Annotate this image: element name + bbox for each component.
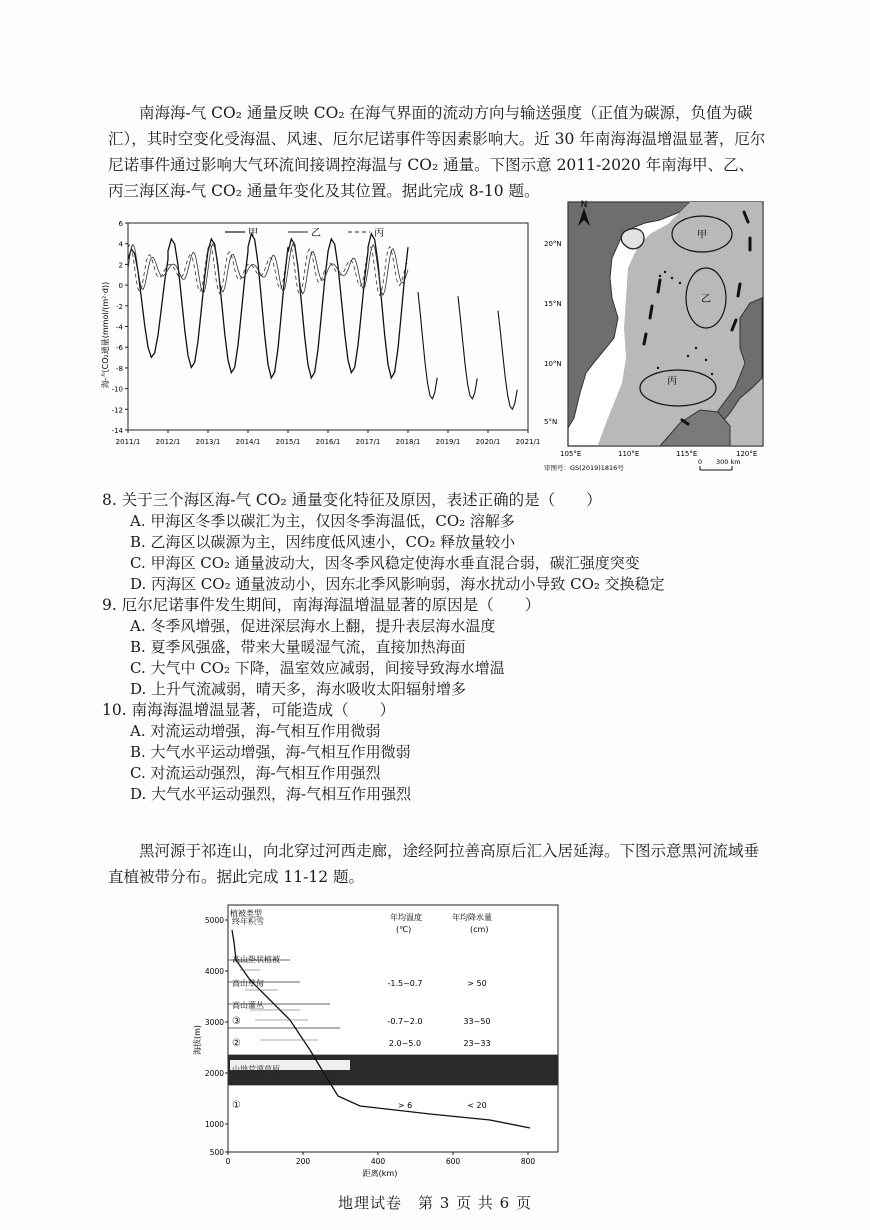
lon-label-115: 115°E [676, 450, 698, 458]
y-tick-label: -12 [111, 406, 123, 415]
y-tick-label: -14 [111, 427, 123, 435]
y-tick-label: 4000 [204, 967, 224, 976]
question-10-option-b[interactable]: B. 大气水平运动增强，海-气相互作用微弱 [130, 743, 411, 761]
y-tick-label: 2 [118, 261, 123, 270]
lat-label-10: 10°N [544, 360, 562, 368]
x-tick-label: 2017/1 [355, 438, 381, 446]
legend-bing: 丙 [374, 228, 384, 239]
x-tick-label: 2016/1 [315, 438, 341, 446]
chart-ylabel: 海-气CO₂通量(mmol/(m²·d)) [101, 281, 110, 389]
zone-row-label: 山地荒漠草原 [232, 1065, 280, 1074]
y-tick-label: 2000 [204, 1069, 224, 1078]
legend-jia: 甲 [248, 228, 258, 239]
scale-zero: 0 [698, 458, 703, 466]
x-tick-label: 600 [445, 1157, 461, 1166]
x-tick-label: 400 [370, 1157, 386, 1166]
x-tick-label: 2012/1 [155, 438, 181, 446]
chart-legend [225, 227, 384, 239]
lon-label-105: 105°E [560, 450, 582, 458]
x-tick-label: 2020/1 [475, 438, 501, 446]
series-jia-fragment [458, 296, 477, 399]
zone-row-label: 高山草甸 [232, 979, 264, 988]
chart2-xlabel: 距离(km) [362, 1169, 398, 1178]
x-tick-label: 2019/1 [435, 438, 461, 446]
x-tick-label: 200 [295, 1157, 311, 1166]
question-10-option-a[interactable]: A. 对流运动增强，海-气相互作用微弱 [130, 722, 381, 740]
series-jia-fragment [418, 292, 437, 399]
zone-row-rain: > 50 [467, 979, 487, 988]
y-tick-label: -2 [116, 302, 123, 311]
zone-row-rain: < 20 [467, 1101, 487, 1110]
scale-max: 300 km [716, 458, 741, 466]
lon-label-120: 120°E [736, 450, 758, 458]
header-rain-unit: (cm) [470, 925, 489, 934]
y-tick-label: -8 [116, 364, 123, 373]
y-tick-label: -10 [111, 385, 123, 394]
zone-row-temp: -1.5~0.7 [387, 979, 423, 988]
zone-row-temp: > 6 [397, 1101, 413, 1110]
series-jia-line [128, 234, 408, 378]
question-8-option-a[interactable]: A. 甲海区冬季以碳汇为主，仅因冬季海温低，CO₂ 溶解多 [130, 512, 515, 530]
question-9-option-b[interactable]: B. 夏季风强盛，带来大量暖湿气流，直接加热海面 [130, 638, 466, 656]
y-tick-label: 6 [118, 220, 123, 228]
x-tick-label: 2011/1 [115, 438, 141, 446]
y-tick-label: 5000 [204, 916, 224, 925]
question-10-option-c[interactable]: C. 对流运动强烈，海-气相互作用强烈 [130, 764, 381, 782]
header-rain: 年均降水量 [452, 913, 492, 922]
y-tick-label: 4 [118, 240, 123, 249]
lon-label-110: 110°E [618, 450, 640, 458]
vegetation-zone-chart [190, 900, 570, 1180]
x-tick-label: 2014/1 [235, 438, 261, 446]
x-tick-label: 2013/1 [195, 438, 221, 446]
x-tick-label: 2021/1 [515, 438, 540, 446]
zone-row-label: ③ [232, 1016, 241, 1027]
question-8-option-d[interactable]: D. 丙海区 CO₂ 通量波动小，因东北季风影响弱，海水扰动小导致 CO₂ 交换稳定 [130, 575, 665, 593]
zone-row-label: 高山灌丛 [232, 1001, 264, 1010]
hainan-island [621, 229, 644, 249]
lat-label-15: 15°N [544, 300, 562, 308]
zone-row-label: ① [232, 1100, 241, 1111]
zone-row-rain: 23~33 [463, 1039, 491, 1048]
y-tick-label: 500 [209, 1148, 224, 1157]
zone-bing-label: 丙 [667, 376, 677, 387]
zone-row-label: ② [232, 1038, 241, 1049]
y-tick-label: -4 [116, 323, 123, 332]
y-tick-label: -6 [116, 344, 123, 353]
question-8-stem: 8. 关于三个海区海-气 CO₂ 通量变化特征及原因，表述正确的是（ ） [102, 491, 602, 509]
question-8-option-b[interactable]: B. 乙海区以碳源为主，因纬度低风速小，CO₂ 释放量较小 [130, 533, 516, 551]
legend-yi: 乙 [311, 228, 321, 239]
intro-paragraph-2: 黑河源于祁连山，向北穿过河西走廊，途经阿拉善高原后汇入居延海。下图示意黑河流域垂直植被带分布。据此完成 11-12 题。 [108, 842, 760, 886]
series-jia-fragment [498, 311, 517, 410]
zone-row-label: 终年积雪 [232, 917, 264, 926]
header-temp: 年均温度 [390, 913, 422, 922]
question-9-option-a[interactable]: A. 冬季风增强，促进深层海水上翻，提升表层海水温度 [130, 617, 496, 635]
scale-bar [698, 458, 741, 470]
question-10-stem: 10. 南海海温增温显著，可能造成（ ） [102, 701, 396, 719]
north-label: N [580, 200, 588, 210]
lat-label-5: 5°N [544, 418, 558, 426]
zone-jia-label: 甲 [697, 230, 707, 241]
zone-yi-label: 乙 [701, 294, 711, 305]
chart2-ylabel: 海拔(m) [193, 1024, 202, 1056]
question-9-option-d[interactable]: D. 上升气流减弱，晴天多，海水吸收太阳辐射增多 [130, 680, 467, 698]
south-china-sea-map [540, 198, 770, 478]
map-approval-number: 审图号：GS(2019)1816号 [544, 464, 624, 472]
x-tick-label: 2015/1 [275, 438, 301, 446]
zone-row-temp: 2.0~5.0 [388, 1039, 422, 1048]
y-tick-label: 1000 [204, 1120, 224, 1129]
x-tick-label: 2018/1 [395, 438, 421, 446]
intro-paragraph-1: 南海海-气 CO₂ 通量反映 CO₂ 在海气界面的流动方向与输送强度（正值为碳源，负值为碳汇），其时空变化受海温、风速、厄尔尼诺事件等因素影响大。近 30 年南海海温增温显著，厄尔尼诺事件通过影响大气环流间接调控海温与 CO₂ 通量。下图示意 2011-2020 年南海甲、乙、丙三海区海-气 CO₂ 通量年变化及其位置。据此完成 8-10 题。 [108, 104, 766, 200]
zone-row-label: 高山垫状植被 [232, 955, 280, 964]
header-temp-unit: (℃) [396, 925, 412, 934]
x-tick-label: 0 [225, 1157, 231, 1166]
header-vegetation-type: 植被类型 [230, 909, 262, 918]
y-tick-label: 0 [118, 282, 123, 291]
zone-row-temp: -0.7~2.0 [387, 1017, 423, 1026]
lat-label-20: 20°N [544, 240, 562, 248]
y-tick-label: 3000 [204, 1018, 224, 1027]
question-9-option-c[interactable]: C. 大气中 CO₂ 下降，温室效应减弱，间接导致海水增温 [130, 659, 505, 677]
question-8-option-c[interactable]: C. 甲海区 CO₂ 通量波动大，因冬季风稳定使海水垂直混合弱，碳汇强度突变 [130, 554, 640, 572]
question-9-stem: 9. 厄尔尼诺事件发生期间，南海海温增温显著的原因是（ ） [102, 596, 541, 614]
x-tick-label: 800 [520, 1157, 536, 1166]
zone-row-rain: 33~50 [463, 1017, 491, 1026]
question-10-option-d[interactable]: D. 大气水平运动强烈，海-气相互作用强烈 [130, 785, 412, 803]
co2-flux-chart [100, 215, 540, 460]
page-footer: 地理试卷 第 3 页 共 6 页 [338, 1194, 532, 1212]
